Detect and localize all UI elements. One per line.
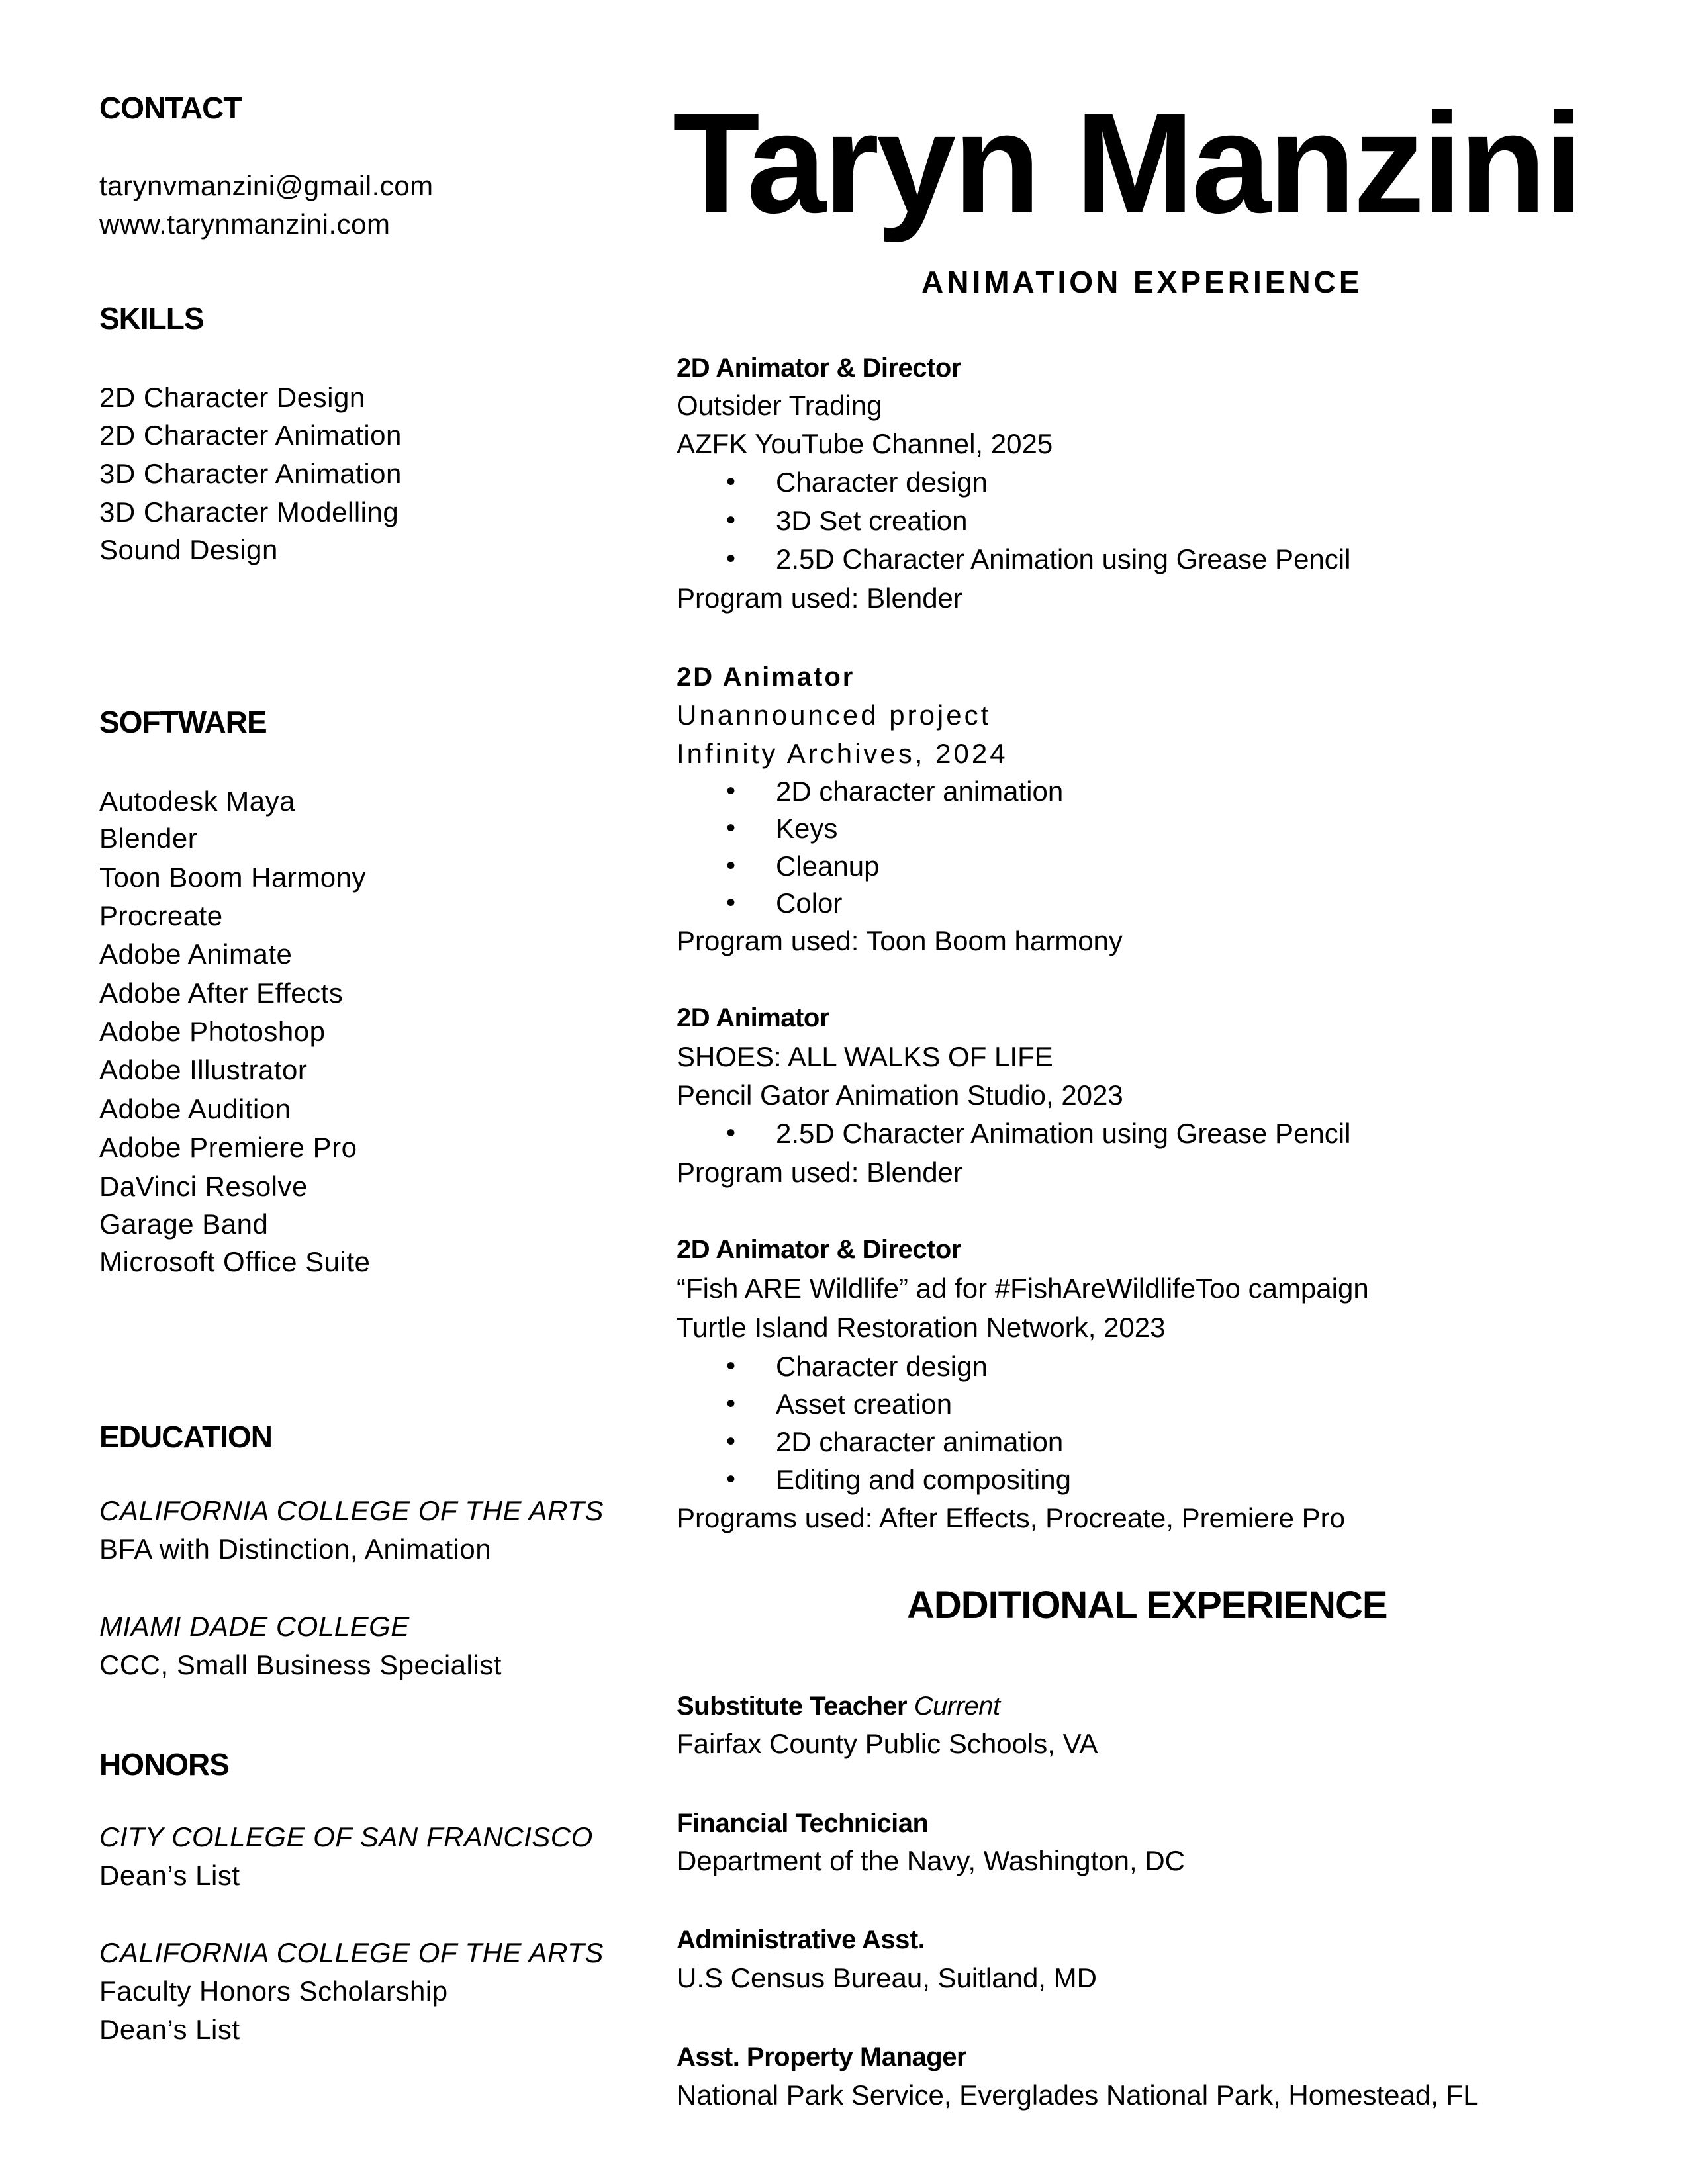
bullet-icon: • <box>726 1465 736 1494</box>
education-degree: BFA with Distinction, Animation <box>99 1533 492 1565</box>
job-bullet: 3D Set creation <box>776 505 968 536</box>
job-title: Financial Technician <box>677 1809 929 1838</box>
job-bullet: 2D character animation <box>776 1426 1064 1457</box>
job-programs: Program used: Toon Boom harmony <box>677 925 1123 956</box>
job-org: Pencil Gator Animation Studio, 2023 <box>677 1079 1123 1111</box>
job-title: 2D Animator & Director <box>677 353 961 383</box>
software-item: Blender <box>99 823 198 854</box>
job-title: 2D Animator & Director <box>677 1235 961 1264</box>
job-title: 2D Animator <box>677 662 855 692</box>
skill-item: 3D Character Modelling <box>99 496 399 527</box>
job-bullet: Editing and compositing <box>776 1464 1071 1495</box>
job-org: Fairfax County Public Schools, VA <box>677 1728 1098 1759</box>
skill-item: 2D Character Design <box>99 382 365 413</box>
bullet-icon: • <box>726 506 736 535</box>
education-school: MIAMI DADE COLLEGE <box>99 1611 410 1642</box>
skill-item: 2D Character Animation <box>99 420 402 451</box>
software-item: Garage Band <box>99 1208 269 1240</box>
honors-school: CALIFORNIA COLLEGE OF THE ARTS <box>99 1937 604 1968</box>
contact-website[interactable]: www.tarynmanzini.com <box>99 208 391 240</box>
software-item: DaVinci Resolve <box>99 1171 308 1202</box>
education-degree: CCC, Small Business Specialist <box>99 1649 502 1680</box>
software-heading: SOFTWARE <box>99 705 267 739</box>
software-item: Toon Boom Harmony <box>99 862 367 893</box>
education-heading: EDUCATION <box>99 1420 273 1454</box>
bullet-icon: • <box>726 888 736 917</box>
bullet-icon: • <box>726 1351 736 1381</box>
bullet-icon: • <box>726 851 736 880</box>
job-org: National Park Service, Everglades National Park, Homestead, FL <box>677 2079 1479 2111</box>
bullet-icon: • <box>726 1118 736 1148</box>
honors-award: Dean’s List <box>99 1860 240 1891</box>
job-org: Department of the Navy, Washington, DC <box>677 1845 1185 1876</box>
honors-award: Dean’s List <box>99 2014 240 2045</box>
skills-heading: SKILLS <box>99 301 204 336</box>
software-item: Adobe Photoshop <box>99 1016 326 1047</box>
job-bullet: 2D character animation <box>776 776 1064 807</box>
job-project: Unannounced project <box>677 700 992 731</box>
software-item: Adobe Animate <box>99 938 293 970</box>
job-project: Outsider Trading <box>677 390 882 421</box>
job-org: U.S Census Bureau, Suitland, MD <box>677 1962 1097 1993</box>
job-title: Asst. Property Manager <box>677 2042 967 2071</box>
job-status: Current <box>914 1692 1000 1721</box>
honors-school: CITY COLLEGE OF SAN FRANCISCO <box>99 1821 593 1852</box>
contact-heading: CONTACT <box>99 91 242 125</box>
job-bullet: Character design <box>776 467 988 498</box>
software-item: Adobe Illustrator <box>99 1054 308 1085</box>
additional-experience-heading: ADDITIONAL EXPERIENCE <box>907 1584 1387 1627</box>
job-programs: Program used: Blender <box>677 582 962 614</box>
honors-award: Faculty Honors Scholarship <box>99 1976 448 2007</box>
job-bullet: Character design <box>776 1351 988 1382</box>
job-bullet: 2.5D Character Animation using Grease Pencil <box>776 543 1351 574</box>
job-project: “Fish ARE Wildlife” ad for #FishAreWildlifeToo campaign <box>677 1273 1369 1304</box>
job-org: Turtle Island Restoration Network, 2023 <box>677 1312 1166 1343</box>
job-bullet: 2.5D Character Animation using Grease Pencil <box>776 1118 1351 1149</box>
job-org: AZFK YouTube Channel, 2025 <box>677 428 1053 459</box>
job-bullet: Keys <box>776 813 838 844</box>
software-item: Adobe Audition <box>99 1093 291 1124</box>
resume-name: Taryn Manzini <box>673 83 1581 243</box>
skill-item: Sound Design <box>99 534 278 565</box>
job-title: Administrative Asst. <box>677 1925 925 1954</box>
job-title-line <box>677 1693 1000 1719</box>
animation-experience-heading: ANIMATION EXPERIENCE <box>921 265 1363 299</box>
job-programs: Programs used: After Effects, Procreate, Premiere Pro <box>677 1502 1345 1533</box>
bullet-icon: • <box>726 1389 736 1418</box>
software-item: Adobe After Effects <box>99 978 344 1009</box>
software-item: Adobe Premiere Pro <box>99 1132 357 1163</box>
bullet-icon: • <box>726 1427 736 1456</box>
job-programs: Program used: Blender <box>677 1157 962 1188</box>
job-bullet: Asset creation <box>776 1388 953 1420</box>
job-project: SHOES: ALL WALKS OF LIFE <box>677 1041 1053 1072</box>
software-item: Microsoft Office Suite <box>99 1246 371 1277</box>
job-org: Infinity Archives, 2024 <box>677 738 1008 769</box>
software-item: Procreate <box>99 900 223 931</box>
skill-item: 3D Character Animation <box>99 458 402 489</box>
bullet-icon: • <box>726 813 736 842</box>
bullet-icon: • <box>726 467 736 496</box>
job-title: 2D Animator <box>677 1003 829 1032</box>
contact-email[interactable]: tarynvmanzini@gmail.com <box>99 170 434 201</box>
software-item: Autodesk Maya <box>99 786 295 817</box>
job-bullet: Cleanup <box>776 850 880 882</box>
education-school: CALIFORNIA COLLEGE OF THE ARTS <box>99 1495 604 1526</box>
honors-heading: HONORS <box>99 1747 229 1782</box>
bullet-icon: • <box>726 544 736 573</box>
job-bullet: Color <box>776 887 843 919</box>
job-title: Substitute Teacher <box>677 1692 908 1721</box>
bullet-icon: • <box>726 776 736 805</box>
